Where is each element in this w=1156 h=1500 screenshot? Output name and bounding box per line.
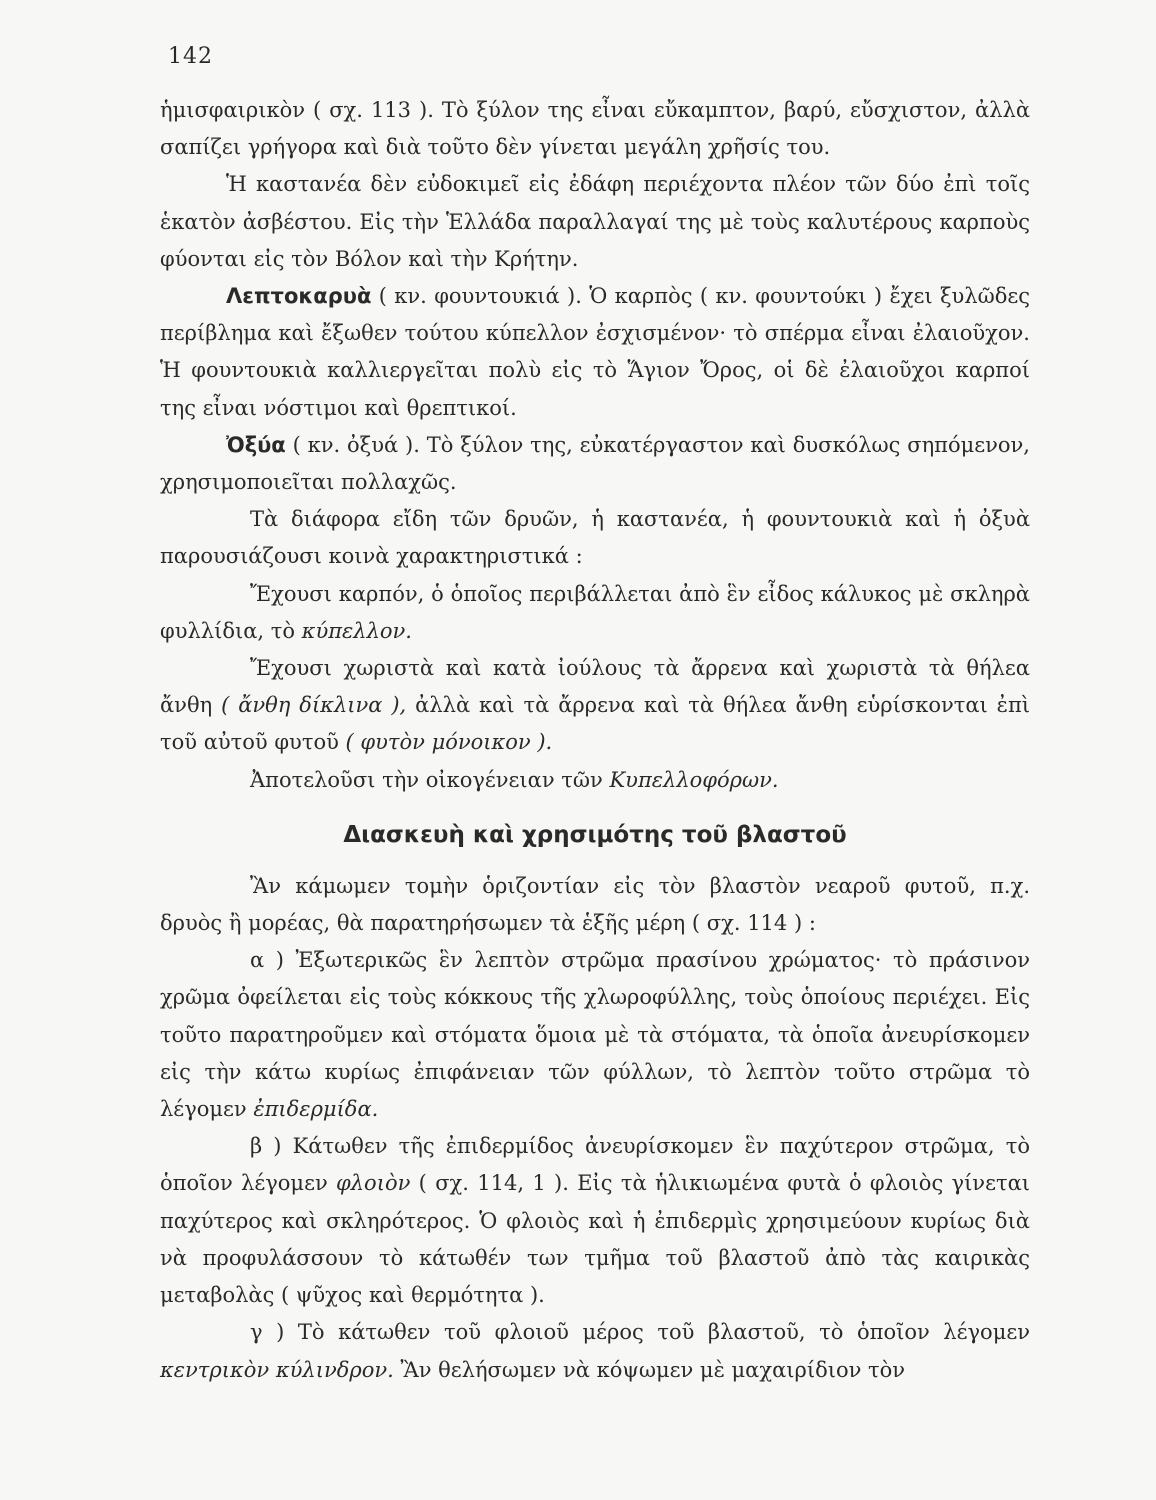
- term-epidermis: ἐπιδερμίδα.: [253, 1097, 379, 1122]
- paragraph-chestnut-soil: Ἡ καστανέα δὲν εὐδοκιμεῖ εἰς ἐδάφη περιέχοντα πλέον τῶν δύο ἐπὶ τοῖς ἑκατὸν ἀσβέστου. Εἰς τὴν Ἑλλάδα παραλλαγαί της μὲ τοὺς καλυτέρους καρποὺς φύονται εἰς τὸν Βόλον καὶ τὴν Κρήτην.: [160, 172, 1030, 271]
- paragraph-beech: [160, 427, 1030, 501]
- flowers-text-b: ἀλλὰ καὶ τὰ ἄρρενα καὶ τὰ θήλεα ἄνθη εὑρίσκονται ἐπὶ τοῦ αὐτοῦ φυτοῦ: [160, 693, 1030, 755]
- term-central-cylinder: κεντρικὸν κύλινδρον.: [160, 1357, 394, 1382]
- term-cup: κύπελλον.: [301, 618, 412, 643]
- bark-text-b: ( σχ. 114, 1 ). Εἰς τὰ ἡλικιωμένα φυτὰ ὁ φλοιὸς γίνεται παχύτερος καὶ σκληρότερος. Ὁ φλοιὸς καὶ ἡ ἐπιδερμὶς χρησιμεύουν κυρίως διὰ νὰ προφυλάσσουν τὸ κάτωθέν των τμῆμα τοῦ βλαστοῦ ἀπὸ τὰς καιρικὰς μεταβολὰς ( ψῦχος καὶ θερμότητα ).: [160, 1171, 1030, 1308]
- cylinder-text-a: γ ) Τὸ κάτωθεν τοῦ φλοιοῦ μέρος τοῦ βλαστοῦ, τὸ ὁποῖον λέγομεν: [250, 1320, 1030, 1345]
- paragraph-hemispherical: ἡμισφαιρικὸν ( σχ. 113 ). Τὸ ξύλον της εἶναι εὔκαμπτον, βαρύ, εὔσχιστον, ἀλλὰ σαπίζει γρήγορα καὶ διὰ τοῦτο δὲν γίνεται μεγάλη χρῆσίς του.: [160, 98, 1030, 160]
- paragraph-epidermis: [160, 942, 1030, 1128]
- paragraph-bark: [160, 1128, 1030, 1314]
- term-bark: φλοιὸν: [336, 1171, 411, 1196]
- flowers-text-a: Ἔχουσι χωριστὰ καὶ κατὰ ἰούλους τὰ ἄρρενα καὶ χωριστὰ τὰ θήλεα ἄνθη: [160, 656, 1030, 718]
- beech-text: ( κν. ὀξυά ). Τὸ ξύλον της, εὐκατέργαστον καὶ δυσκόλως σηπόμενον, χρησιμοποιεῖται πολλαχῶς.: [160, 432, 1030, 495]
- term-hazel: Λεπτοκαρυὰ: [226, 284, 372, 309]
- epidermis-text: α ) Ἐξωτερικῶς ἓν λεπτὸν στρῶμα πρασίνου χρώματος· τὸ πράσινον χρῶμα ὀφείλεται εἰς τοὺς κόκκους τῆς χλωροφύλλης, τοὺς ὁποίους περιέχει. Εἰς τοῦτο παρατηροῦμεν καὶ στόματα ὅμοια μὲ τὰ στόματα, τὰ ὁποῖα ἀνευρίσκομεν εἰς τὴν κάτω κυρίως ἐπιφάνειαν τῶν φύλλων, τὸ λεπτὸν τοῦτο στρῶμα τὸ λέγομεν: [160, 948, 1030, 1122]
- term-cupuliferae: Κυπελλοφόρων.: [609, 767, 779, 792]
- family-text: Ἀποτελοῦσι τὴν οἰκογένειαν τῶν: [250, 767, 610, 792]
- paragraph-family: [160, 762, 1030, 799]
- cylinder-text-b: Ἂν θελήσωμεν νὰ κόψωμεν μὲ μαχαιρίδιον τὸν: [393, 1357, 906, 1382]
- term-beech: Ὀξύα: [226, 432, 286, 457]
- paragraph-cross-section: Ἂν κάμωμεν τομὴν ὁριζοντίαν εἰς τὸν βλαστὸν νεαροῦ φυτοῦ, π.χ. δρυὸς ἢ μορέας, θὰ παρατηρήσωμεν τὰ ἑξῆς μέρη ( σχ. 114 ) :: [160, 873, 1030, 936]
- paragraph-hazel: [160, 278, 1030, 427]
- term-diclinous: ( ἄνθη δίκλινα ),: [221, 693, 407, 718]
- page-body: [160, 92, 1030, 1389]
- paragraph-fruit: [160, 576, 1030, 650]
- hazel-text: ( κν. φουντουκιά ). Ὁ καρπὸς ( κν. φουντούκι ) ἔχει ξυλῶδες περίβλημα καὶ ἔξωθεν τούτου κύπελλον ἐσχισμένον· τὸ σπέρμα εἶναι ἐλαιοῦχον. Ἡ φουντουκιὰ καλλιεργεῖται πολὺ εἰς τὸ Ἅγιον Ὄρος, οἱ δὲ ἐλαιοῦχοι καρποί της εἶναι νόστιμοι καὶ θρεπτικοί.: [160, 284, 1030, 420]
- paragraph-flowers: [160, 650, 1030, 762]
- section-heading: Διασκευὴ καὶ χρησιμότης τοῦ βλαστοῦ: [343, 821, 847, 848]
- bark-text-a: β ) Κάτωθεν τῆς ἐπιδερμίδος ἀνευρίσκομεν ἓν παχύτερον στρῶμα, τὸ ὁποῖον λέγομεν: [160, 1134, 1030, 1196]
- page-number: 142: [168, 44, 213, 69]
- paragraph-central-cylinder: [160, 1314, 1030, 1388]
- paragraph-common-features: Τὰ διάφορα εἴδη τῶν δρυῶν, ἡ καστανέα, ἡ φουντουκιὰ καὶ ἡ ὀξυὰ παρουσιάζουσι κοινὰ χαρακτηριστικά :: [160, 507, 1030, 569]
- term-monoecious: ( φυτὸν μόνοικον ).: [345, 730, 553, 755]
- fruit-text: Ἔχουσι καρπόν, ὁ ὁποῖος περιβάλλεται ἀπὸ ἓν εἶδος κάλυκος μὲ σκληρὰ φυλλίδια, τὸ: [160, 581, 1030, 643]
